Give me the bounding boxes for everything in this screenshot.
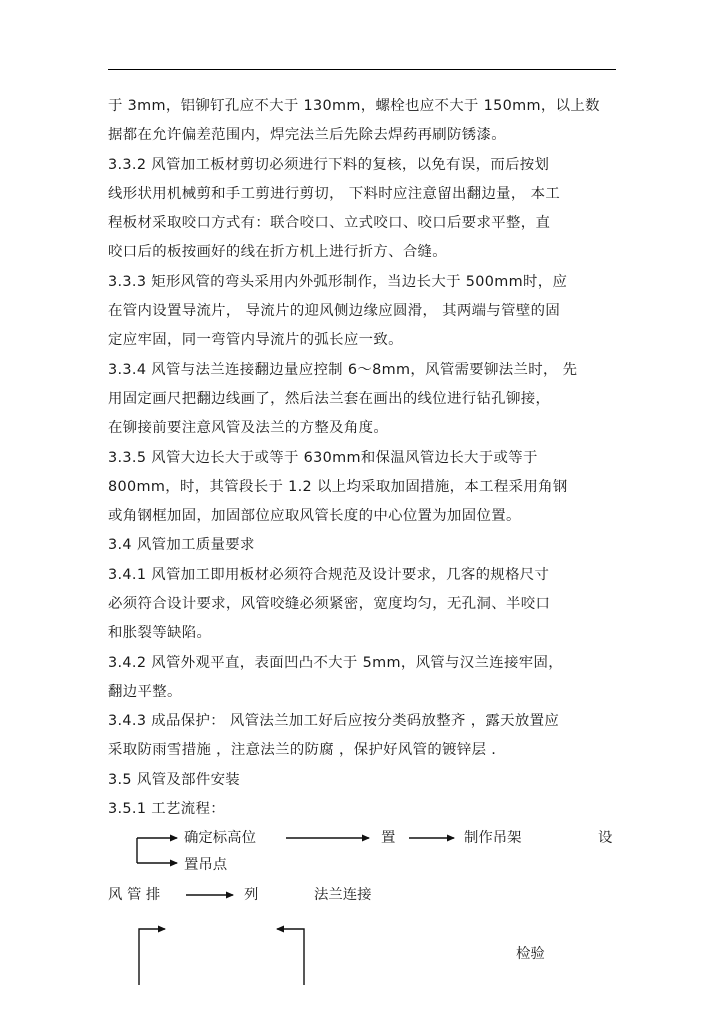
text-line: 用固定画尺把翻边线画了，然后法兰套在画出的线位进行钻孔铆接， — [108, 391, 551, 407]
section-heading: 3.4 风管加工质量要求 — [108, 537, 255, 553]
flow-node-label: 设 — [598, 830, 613, 846]
text-line: 据都在允许偏差范围内，焊完法兰后先除去焊药再刷防锈漆。 — [108, 127, 506, 143]
text-line: 或角钢框加固，加固部位应取风管长度的中心位置为加固位置。 — [108, 508, 521, 524]
text-line: 3.4.1 风管加工即用板材必须符合规范及设计要求，几客的规格尺寸 — [108, 567, 550, 583]
text-line: 3.3.2 风管加工板材剪切必须进行下料的复核，以免有误，而后按划 — [108, 157, 550, 173]
text-line: 3.5.1 工艺流程： — [108, 801, 225, 817]
text-line: 3.3.4 风管与法兰连接翻边量应控制 6～8mm，风管需要铆法兰时， 先 — [108, 362, 578, 378]
flow-node-label: 法兰连接 — [314, 887, 372, 903]
text-line: 于 3mm，铝铆钉孔应不大于 130mm，螺栓也应不大于 150mm，以上数 — [108, 98, 600, 114]
flow-node-label: 风 管 排 — [108, 887, 161, 903]
flow-node-label: 检验 — [516, 946, 545, 962]
text-line: 800mm，时，其管段长于 1.2 以上均采取加固措施，本工程采用角钢 — [108, 479, 568, 495]
section-heading: 3.5 风管及部件安装 — [108, 772, 241, 788]
flow-node-label: 置 — [381, 830, 396, 846]
text-line: 程板材采取咬口方式有：联合咬口、立式咬口、咬口后要求平整，直 — [108, 215, 551, 231]
text-line: 和胀裂等缺陷。 — [108, 625, 212, 641]
flow-node-label: 确定标高位 — [184, 830, 256, 846]
text-line: 必须符合设计要求，风管咬缝必须紧密，宽度均匀，无孔洞、半咬口 — [108, 596, 551, 612]
text-line: 翻边平整。 — [108, 684, 182, 700]
flow-node-label: 列 — [244, 887, 259, 903]
flow-arrow — [139, 929, 165, 985]
text-line: 咬口后的板按画好的线在折方机上进行折方、合缝。 — [108, 244, 448, 260]
flow-arrow — [277, 929, 304, 985]
flow-node-label: 制作吊架 — [464, 830, 522, 846]
text-line: 3.4.3 成品保护： 风管法兰加工好后应按分类码放整齐 ，露天放置应 — [108, 713, 560, 729]
text-line: 线形状用机械剪和手工剪进行剪切， 下料时应注意留出翻边量， 本工 — [108, 186, 561, 202]
text-line: 在铆接前要注意风管及法兰的方整及角度。 — [108, 420, 389, 436]
flow-node-label: 置吊点 — [184, 857, 228, 873]
text-line: 3.3.5 风管大边长大于或等于 630mm和保温风管边长大于或等于 — [108, 450, 538, 466]
text-line: 采取防雨雪措施 ，注意法兰的防腐 ，保护好风管的镀锌层 . — [108, 742, 497, 758]
text-line: 3.3.3 矩形风管的弯头采用内外弧形制作，当边长大于 500mm时，应 — [108, 274, 568, 290]
text-line: 定应牢固，同一弯管内导流片的弧长应一致。 — [108, 332, 403, 348]
text-line: 3.4.2 风管外观平直，表面凹凸不大于 5mm，风管与汉兰连接牢固， — [108, 655, 563, 671]
text-line: 在管内设置导流片， 导流片的迎风侧边缘应圆滑， 其两端与管壁的固 — [108, 303, 561, 319]
